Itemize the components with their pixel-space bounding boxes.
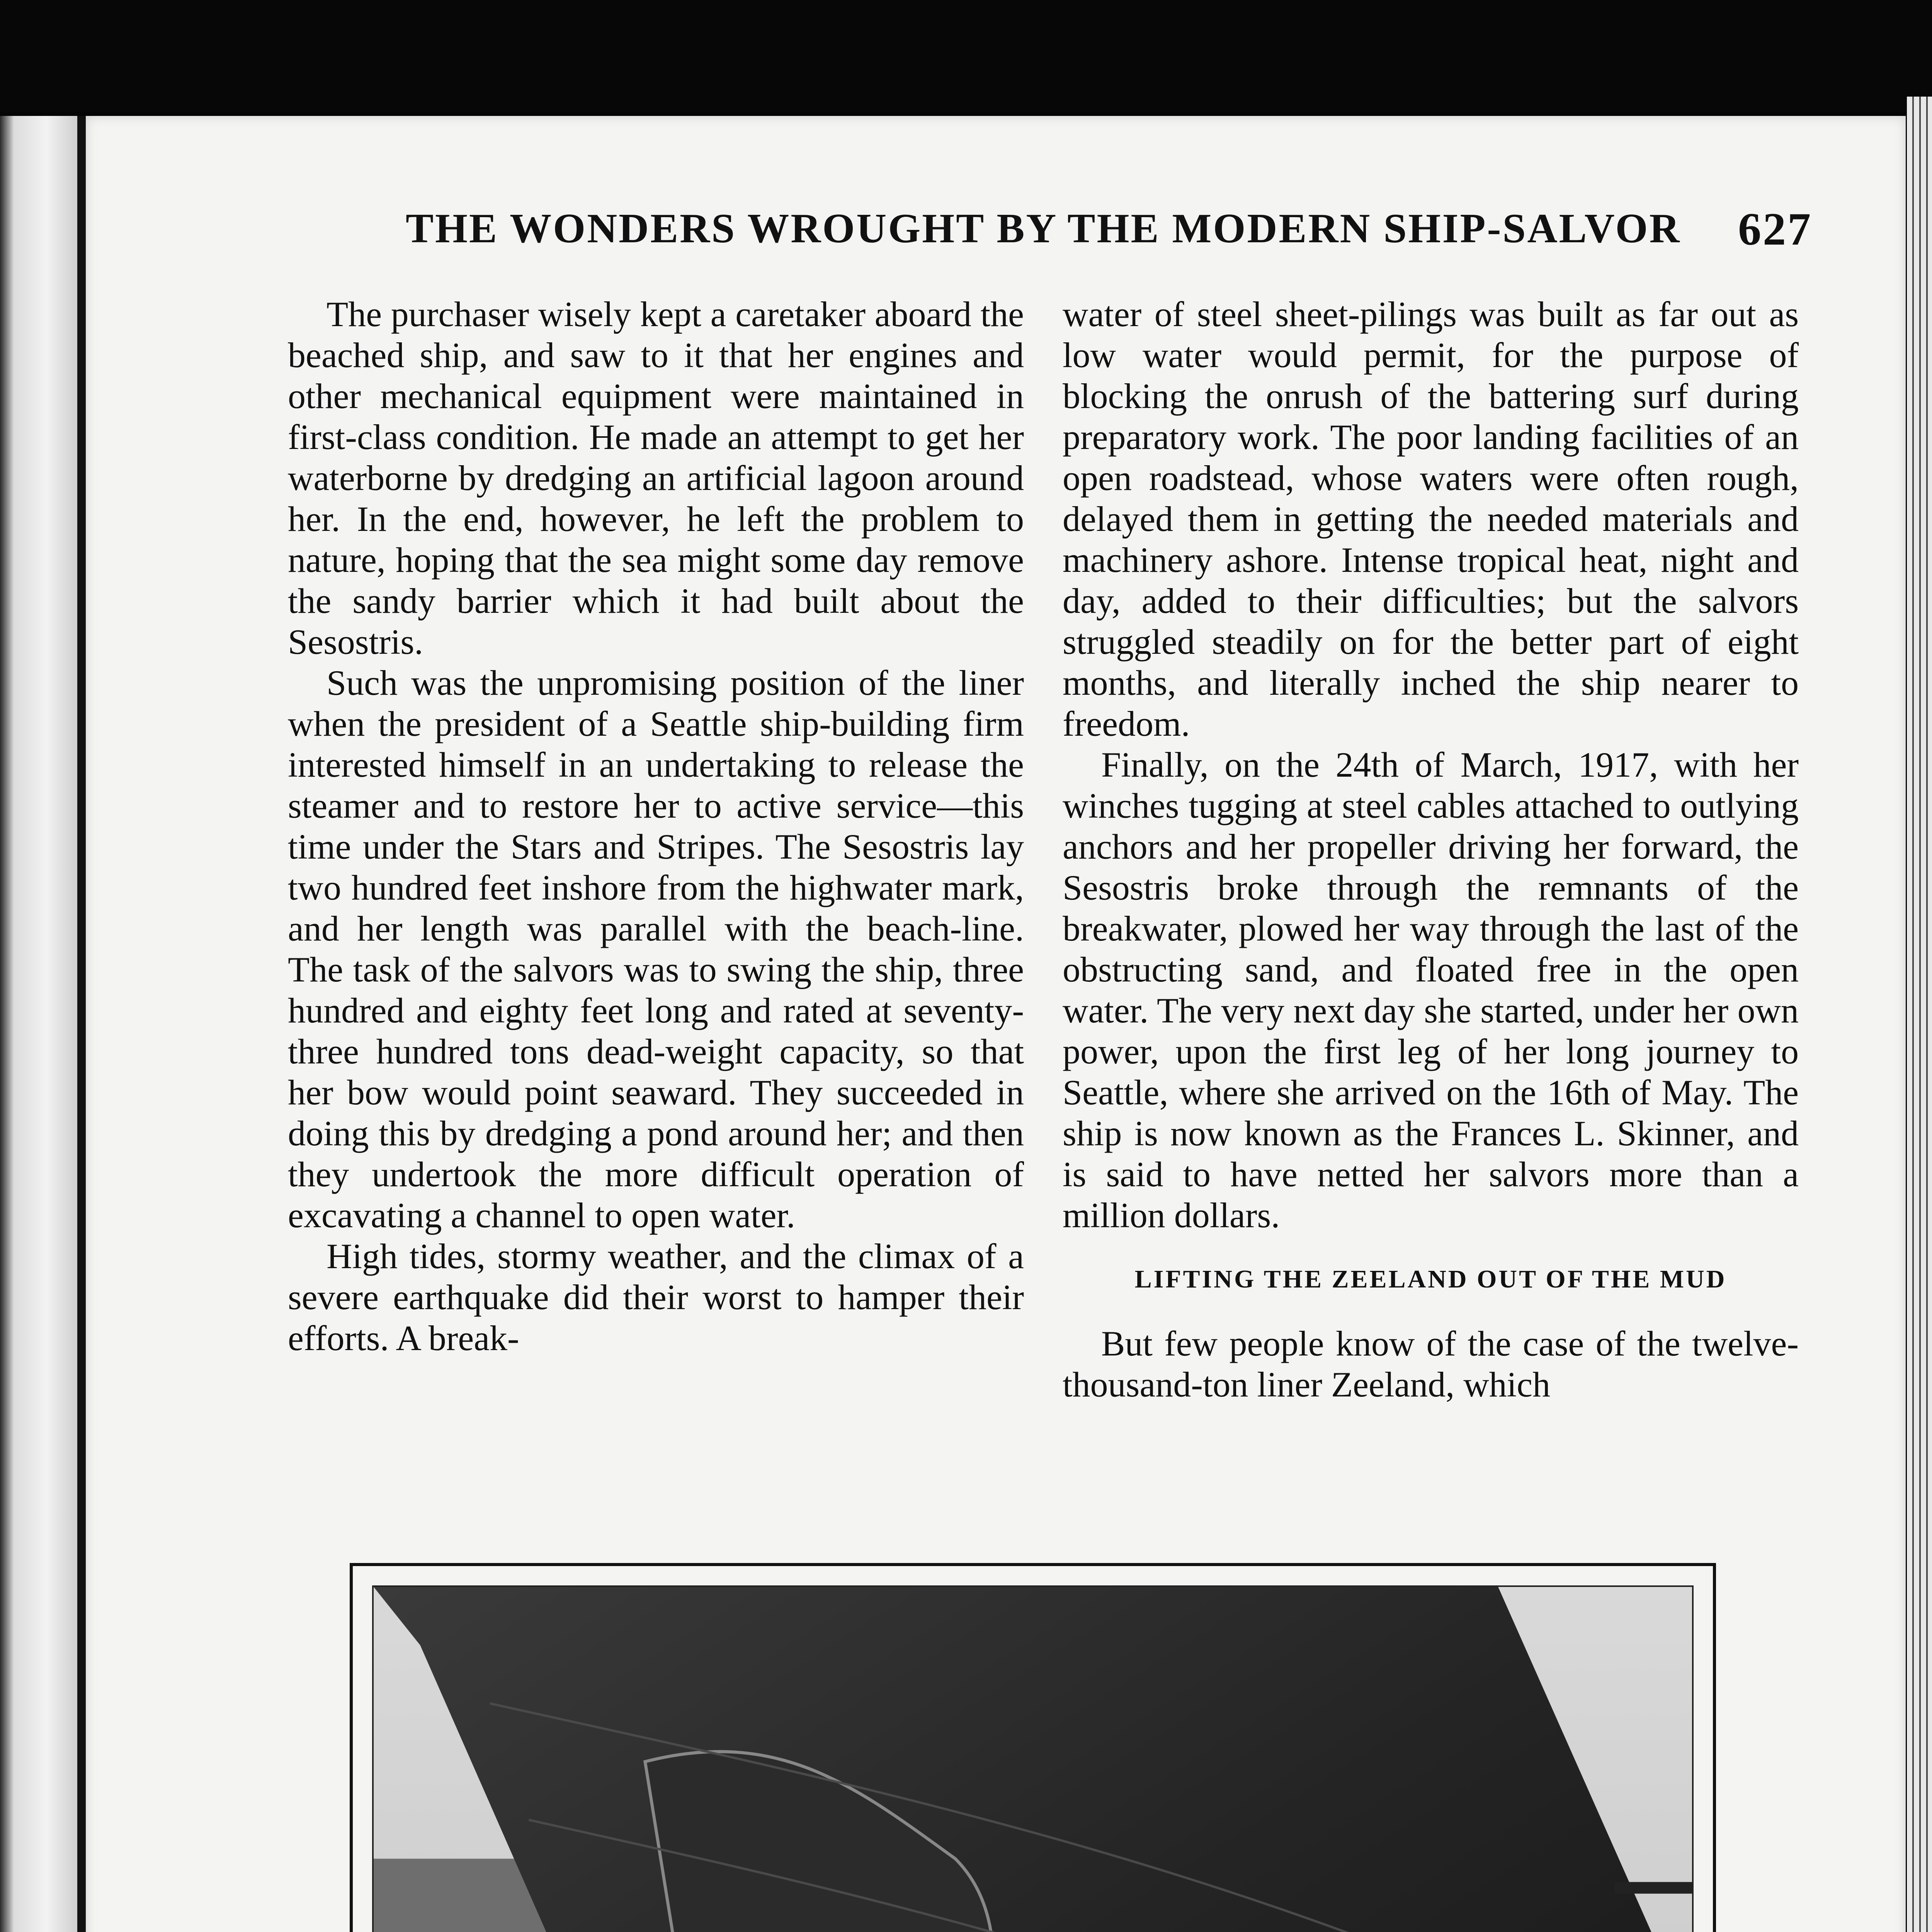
paragraph: The purchaser wisely kept a caretaker aboard the beached ship, and saw to it that her engines and other mechanical equipment were maintained in first-class condition. He made an attempt to get her waterborne by dredging an artificial lagoon around her. In the end, however, he left the problem to nature, hoping that the sea might some day remove the sandy barrier which it had built about the Sesostris. [288, 294, 1024, 662]
paragraph: water of steel sheet-pilings was built as far out as low water would permit, for the purpose of blocking the onrush of the battering surf during preparatory work. The poor landing facilities of an open roadstead, whose waters were often rough, delayed them in getting the needed materials and machinery ashore. Intense tropical heat, night and day, added to their difficulties; but the salvors struggled steadily on for the better part of eight months, and literally inched the ship nearer to freedom. [1063, 294, 1799, 743]
ship-photo-illustration [374, 1587, 1692, 1932]
facing-page-edge [0, 116, 77, 1932]
binding-gutter [77, 116, 86, 1932]
left-text-column [288, 294, 1024, 1359]
paragraph: High tides, stormy weather, and the climax of a severe earthquake did their worst to hamper their efforts. A break- [288, 1236, 1024, 1358]
page-number: 627 [1738, 203, 1812, 255]
running-title: THE WONDERS WROUGHT BY THE MODERN SHIP-SALVOR [406, 206, 1681, 252]
section-subheading: LIFTING THE ZEELAND OUT OF THE MUD [1134, 1265, 1727, 1293]
paragraph: Finally, on the 24th of March, 1917, with her winches tugging at steel cables attached to outlying anchors and her propeller driving her forward, the Sesostris broke through the remnants of the breakwater, plowed her way through the last of the obstructing sand, and floated free in the open water. The very next day she started, under her own power, upon the first leg of her long journey to Seattle, where she arrived on the 16th of May. The ship is now known as the Frances L. Skinner, and is said to have netted her salvors more than a million dollars. [1063, 745, 1799, 1235]
scan-top-edge [0, 0, 1932, 112]
paragraph: Such was the unpromising position of the liner when the president of a Seattle ship-building firm interested himself in an undertaking to release the steamer and to restore her to active service—this time under the Stars and Stripes. The Sesostris lay two hundred feet inshore from the highwater mark, and her length was parallel with the beach-line. The task of the salvors was to swing the ship, three hundred and eighty feet long and rated at seventy-three hundred tons dead-weight capacity, so that her bow would point seaward. They succeeded in doing this by dredging a pond around her; and then they undertook the more difficult operation of excavating a channel to open water. [288, 663, 1024, 1235]
dry-dock-photo [372, 1585, 1694, 1932]
photo-figure [350, 1563, 1716, 1932]
page-stack-edge [1907, 97, 1932, 1932]
running-header [406, 203, 1812, 255]
right-text-column [1063, 294, 1799, 1405]
paragraph: But few people know of the case of the twelve-thousand-ton liner Zeeland, which [1063, 1324, 1799, 1404]
